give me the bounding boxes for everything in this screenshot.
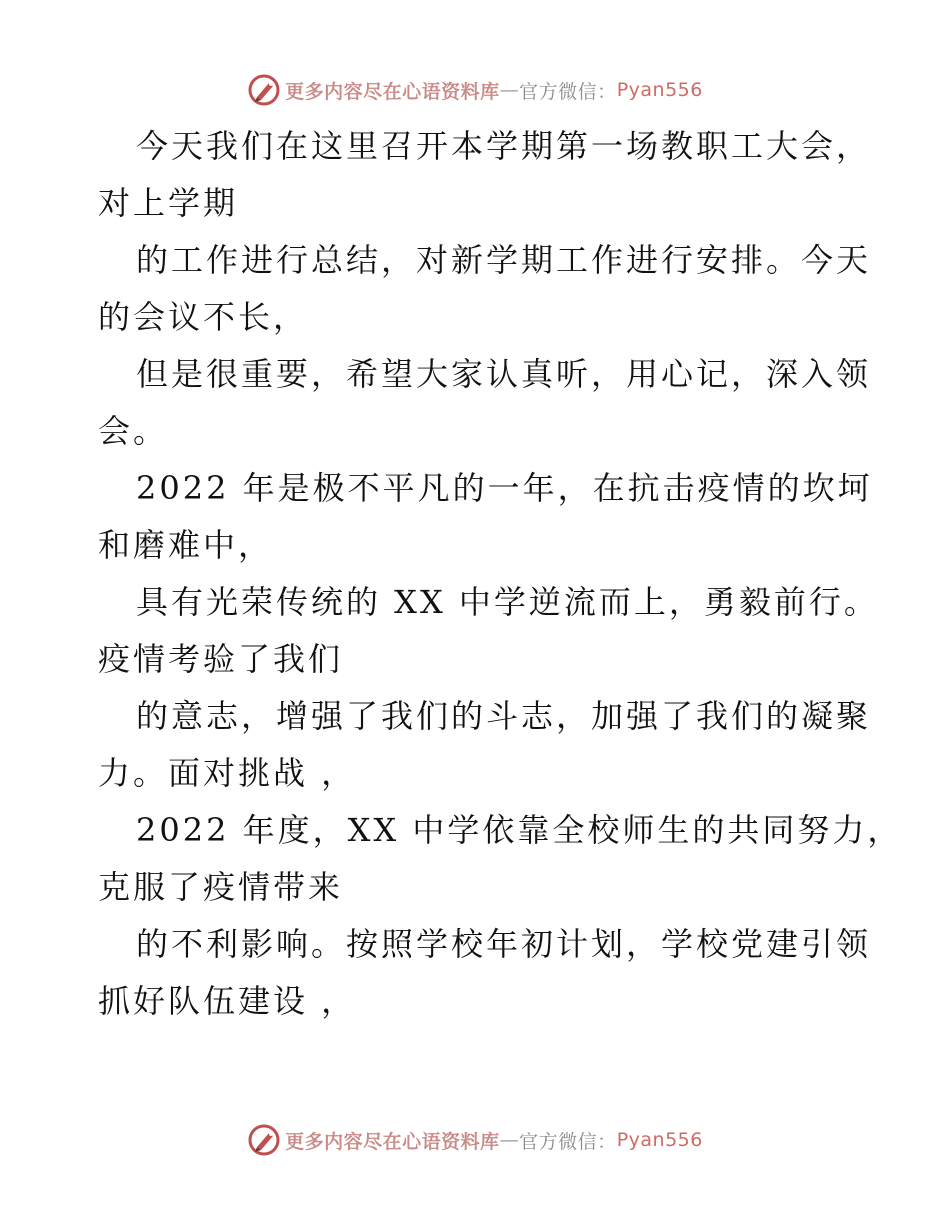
body-line: 2022 年度，XX 中学依靠全校师生的共同努力， <box>136 811 903 849</box>
body-line: 抓好队伍建设 ， <box>98 982 357 1020</box>
watermark-label: 官方微信： <box>519 1130 617 1153</box>
body-line: 会。 <box>98 412 169 450</box>
body-line: 对上学期 <box>98 184 239 222</box>
body-line: 今天我们在这里召开本学期第一场教职工大会， <box>136 127 872 165</box>
body-line: 的意志，增强了我们的斗志，加强了我们的凝聚 <box>136 697 872 735</box>
pen-logo-icon <box>247 73 281 107</box>
footer-watermark <box>0 1120 950 1160</box>
header-watermark <box>0 70 950 110</box>
body-line: 和磨难中， <box>98 526 274 564</box>
body-line: 克服了疫情带来 <box>98 868 344 906</box>
watermark-text: 更多内容尽在心语资料库 <box>285 1130 500 1153</box>
body-line: 的工作进行总结，对新学期工作进行安排。今天 <box>136 241 872 279</box>
watermark-label: 官方微信： <box>519 80 617 103</box>
body-line: 力。面对挑战 ， <box>98 754 357 792</box>
watermark-id: Pyan556 <box>616 79 703 101</box>
document-body <box>98 118 903 1030</box>
body-line: 但是很重要，希望大家认真听，用心记，深入领 <box>136 355 872 393</box>
watermark-dash: — <box>499 1129 520 1151</box>
body-line: 的不利影响。按照学校年初计划，学校党建引领 <box>136 925 872 963</box>
body-line: 疫情考验了我们 <box>98 640 344 678</box>
body-line: 具有光荣传统的 XX 中学逆流而上，勇毅前行。 <box>136 583 879 621</box>
pen-logo-icon <box>247 1123 281 1157</box>
watermark-text: 更多内容尽在心语资料库 <box>285 80 500 103</box>
watermark-id: Pyan556 <box>616 1129 703 1151</box>
body-line: 2022 年是极不平凡的一年，在抗击疫情的坎坷 <box>136 469 873 507</box>
body-line: 的会议不长， <box>98 298 309 336</box>
watermark-dash: — <box>499 79 520 101</box>
